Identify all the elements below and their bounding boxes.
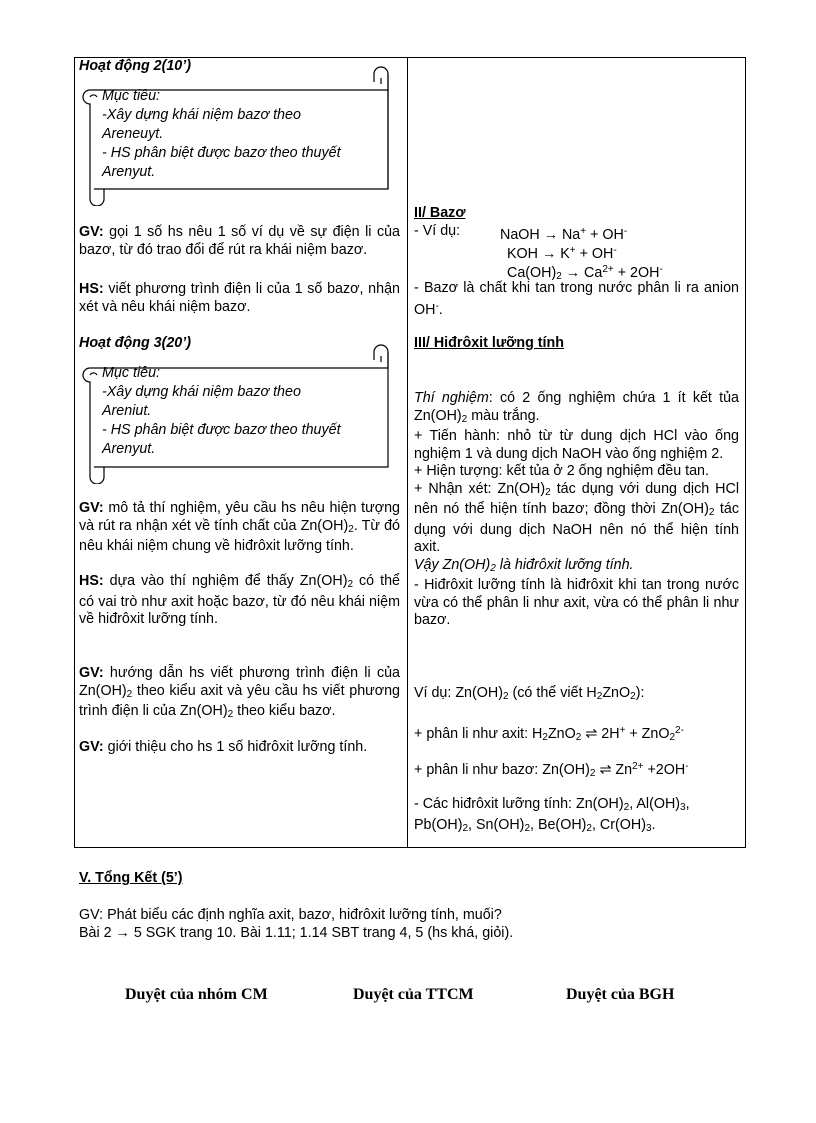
objective-line: Arenyut.: [102, 441, 156, 457]
eq-text: ZnO: [602, 685, 631, 701]
conclusion-text: Vậy Zn(OH): [414, 556, 491, 573]
gv-text: mô tả thí nghiệm, yêu cầu hs nêu hiện tượng và rút ra nhận xét về tính chất của Zn(OH): [79, 500, 400, 534]
objective-line: - HS phân biệt được bazơ theo thuyết: [102, 422, 341, 438]
list-text: ,: [685, 796, 690, 812]
eq-text: ⇌ Zn: [595, 762, 633, 778]
superscript: +: [580, 226, 587, 237]
superscript: -: [659, 264, 663, 275]
list-text: , Sn(OH): [468, 816, 525, 833]
superscript: -: [685, 761, 689, 772]
eq-text: + OH: [586, 227, 624, 243]
gv-text: . Từ đó nêu khái niệm chung về hiđrôxit lưỡng tính.: [79, 517, 400, 554]
eq-text: (có thể viết H: [508, 685, 597, 701]
subscript: 2: [227, 709, 234, 720]
gv-text: giới thiệu cho hs 1 số hiđrôxit lưỡng tính.: [103, 739, 368, 755]
gv-label: GV:: [79, 224, 104, 240]
subscript: 2: [708, 507, 715, 518]
subscript: 2: [623, 802, 630, 813]
superscript: 2+: [632, 761, 644, 772]
activity3-gv2-paragraph: [79, 665, 400, 724]
eq-text: → Ca: [561, 265, 603, 281]
activity3-gv1-paragraph: [79, 500, 400, 556]
subscript: 2: [586, 822, 592, 834]
hydroxide-section-title: III/ Hiđrôxit lưỡng tính: [414, 335, 564, 351]
base-section-title: II/ Bazơ: [414, 205, 466, 221]
experiment-text: màu trắng.: [467, 407, 540, 424]
subscript: 2: [545, 486, 551, 498]
experiment-paragraph: [414, 390, 739, 630]
subscript: 2: [575, 732, 582, 743]
subscript: 2: [461, 413, 468, 425]
eq-text: Ví dụ: Zn(OH): [414, 685, 503, 701]
hs-label: HS:: [79, 573, 104, 589]
acid-dissociation: [414, 722, 684, 747]
objective-line: Areneuyt.: [102, 126, 164, 142]
eq-text: + 2OH: [613, 265, 660, 281]
remark-text: tác dụng với dung dịch HCl nên nó thể hiện tính bazơ; đồng thời Zn(OH): [414, 480, 739, 517]
eq-text: + OH: [575, 246, 614, 262]
subscript: 2: [462, 822, 469, 834]
objective-line: - HS phân biệt được bazơ theo thuyết: [102, 145, 341, 161]
base-dissociation: [414, 758, 689, 783]
eq-text: + phân li như axit: H: [414, 726, 543, 742]
superscript: +: [619, 725, 626, 736]
subscript: 3: [645, 822, 652, 834]
activity3-objective-scroll: [82, 342, 396, 484]
hs-text: dựa vào thí nghiệm để thấy Zn(OH): [103, 573, 348, 589]
definition-text: - Hiđrôxit lưỡng tính là hiđrôxit khi tan trong nước vừa có thể phân li như axit, vừa có thể phân li như bazơ.: [414, 577, 739, 628]
gv-text: gọi 1 số hs nêu 1 số ví dụ về sự điện li của bazơ, từ đó trao đổi để rút ra khái niệm bazơ.: [79, 224, 400, 258]
subscript: 2: [524, 822, 530, 834]
subscript: 2: [630, 691, 636, 702]
conclusion-text: là hiđrôxit lưỡng tính.: [495, 556, 634, 573]
activity2-heading: Hoạt động 2(10’): [79, 58, 191, 74]
summary-title: V. Tổng Kết (5’): [79, 870, 183, 886]
eq-text: + phân li như bazơ: Zn(OH): [414, 762, 590, 778]
subscript: 2: [669, 732, 676, 743]
activity2-objective-scroll: [82, 64, 396, 206]
remark-text: tác dụng với dung dịch NaOH nên nó thể hiện tính axit.: [414, 501, 739, 555]
base-definition: [414, 280, 739, 319]
subscript: 2: [348, 523, 354, 535]
amphoteric-list: [414, 796, 739, 837]
example-label: - Ví dụ:: [414, 223, 461, 239]
def-text: - Bazơ là chất khi tan trong nước phân li ra anion OH: [414, 280, 739, 318]
subscript: 2: [589, 768, 596, 779]
superscript: -: [613, 245, 617, 256]
objective-title: Mục tiêu:: [102, 365, 161, 381]
subscript: 2: [347, 579, 354, 590]
list-text: .: [651, 816, 656, 833]
hs-text: có thể có vai trò như axit hoặc bazơ, từ đó nêu khái niệm về hiđrôxit lưỡng tính.: [79, 573, 400, 627]
eq-text: ⇌ 2H: [581, 726, 620, 742]
experiment-label: Thí nghiệm: [414, 390, 489, 406]
superscript: 2+: [602, 264, 614, 275]
subscript: 2: [490, 562, 496, 574]
gv-text: hướng dẫn hs viết phương trình điện li của Zn(OH): [79, 665, 400, 699]
signature-group-cm: Duyệt của nhóm CM: [125, 986, 268, 1003]
subscript: 3: [680, 802, 686, 813]
procedure-text: + Tiến hành: nhỏ từ từ dung dịch HCl vào ống nghiệm 1 và dung dịch NaOH vào ống nghiệm 2.: [414, 428, 739, 462]
experiment-text: : có 2 ống nghiệm chứa 1 ít kết tủa Zn(OH): [414, 390, 739, 424]
activity3-heading: Hoạt động 3(20’): [79, 335, 191, 351]
list-text: , Al(OH): [629, 796, 681, 812]
eq-text: +2OH: [643, 762, 686, 778]
objective-title: Mục tiêu:: [102, 88, 161, 104]
activity2-gv-paragraph: [79, 224, 400, 259]
superscript: +: [569, 245, 576, 256]
phenomenon-text: + Hiện tượng: kết tủa ở 2 ống nghiệm đều tan.: [414, 463, 709, 479]
superscript: -: [623, 226, 628, 237]
eq-text: KOH → K: [507, 246, 570, 262]
subscript: 2: [542, 732, 548, 743]
hs-label: HS:: [79, 281, 104, 297]
gv-text: theo kiểu axit và yêu cầu hs viết phương trình điện li của Zn(OH): [79, 682, 400, 719]
signature-ttcm: Duyệt của TTCM: [353, 986, 474, 1003]
subscript: 2: [556, 271, 562, 282]
list-text: , Cr(OH): [591, 816, 646, 833]
objective-line: -Xây dựng khái niệm bazơ theo: [102, 384, 301, 400]
objective-line: Arenyut.: [102, 164, 156, 180]
gv-label: GV:: [79, 500, 104, 516]
list-text: Pb(OH): [414, 816, 463, 833]
signature-bgh: Duyệt của BGH: [566, 986, 675, 1003]
subscript: 2: [596, 691, 603, 702]
objective-line: -Xây dựng khái niệm bazơ theo: [102, 107, 301, 123]
remark-text: + Nhận xét: Zn(OH): [414, 480, 546, 497]
list-text: , Be(OH): [530, 816, 587, 833]
hydroxide-example: [414, 685, 644, 706]
gv-label: GV:: [79, 739, 104, 755]
eq-text: ZnO: [547, 726, 576, 742]
activity2-hs-paragraph: [79, 281, 400, 316]
eq-text: + ZnO: [625, 726, 670, 742]
subscript: 2: [502, 691, 509, 702]
activity3-gv3-paragraph: [79, 739, 400, 757]
gv-label: GV:: [79, 665, 104, 681]
subscript: 2: [126, 688, 133, 700]
eq-text: Ca(OH): [507, 265, 557, 281]
eq-text: NaOH → Na: [500, 227, 581, 243]
summary-line-2: Bài 2 → 5 SGK trang 10. Bài 1.11; 1.14 SBT trang 4, 5 (hs khá, giỏi).: [79, 925, 514, 941]
table-column-divider: [407, 57, 408, 848]
superscript: 2-: [675, 725, 684, 736]
superscript: -: [435, 300, 439, 312]
gv-text: theo kiểu bazơ.: [233, 703, 336, 719]
eq-text: ):: [635, 685, 645, 701]
objective-line: Areniut.: [102, 403, 152, 419]
list-text: - Các hiđrôxit lưỡng tính: Zn(OH): [414, 796, 624, 812]
hs-text: viết phương trình điện li của 1 số bazơ, nhận xét và nêu khái niệm bazơ.: [79, 281, 400, 315]
summary-line-1: GV: Phát biểu các định nghĩa axit, bazơ, hiđrôxit lưỡng tính, muối?: [79, 907, 502, 923]
activity3-hs-paragraph: [79, 573, 400, 629]
def-text: .: [438, 301, 443, 318]
